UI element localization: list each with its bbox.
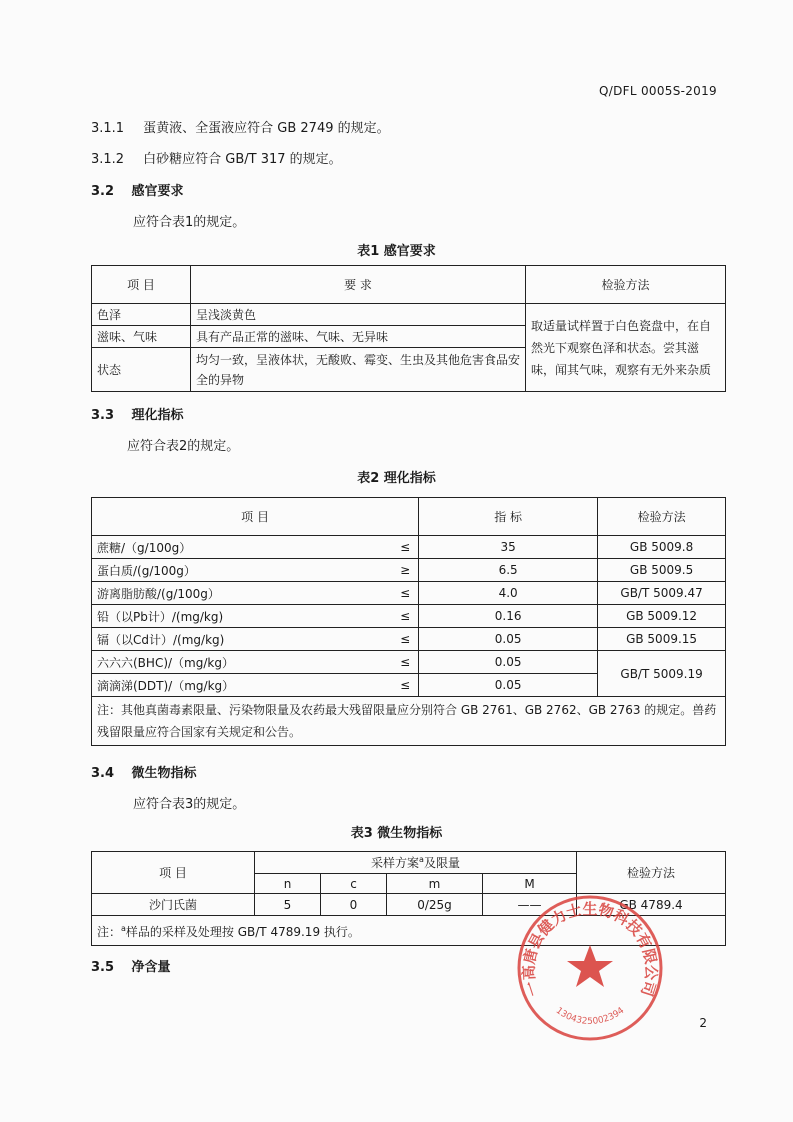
table2-row-method: GB 5009.15 bbox=[598, 628, 726, 651]
table3-row-M: —— bbox=[483, 894, 577, 916]
section-3-2-heading bbox=[91, 180, 184, 199]
table2-row-method: GB 5009.8 bbox=[598, 536, 726, 559]
table2-row-value: 0.05 bbox=[419, 674, 598, 697]
seal-star-icon bbox=[567, 945, 613, 987]
section-number: 3.4 bbox=[91, 766, 115, 781]
section-3-3-body: 应符合表2的规定。 bbox=[127, 439, 240, 454]
table2-row-symbol: ≤ bbox=[381, 628, 419, 651]
physicochemical-table bbox=[91, 497, 726, 746]
table2-row-symbol: ≤ bbox=[381, 605, 419, 628]
section-3-5-heading bbox=[91, 956, 171, 975]
table3-row-n: 5 bbox=[255, 894, 321, 916]
table2-row-method: GB/T 5009.19 bbox=[598, 651, 726, 697]
table2-header-method: 检验方法 bbox=[598, 498, 726, 536]
table2-note: 注：其他真菌毒素限量、污染物限量及农药最大残留限量应分别符合 GB 2761、GB 2762、GB 2763 的规定。兽药残留限量应符合国家有关规定和公告。 bbox=[92, 697, 726, 746]
table1-row-item: 滋味、气味 bbox=[92, 326, 191, 348]
table1-row-requirement: 具有产品正常的滋味、气味、无异味 bbox=[191, 326, 526, 348]
table3-sub-m: m bbox=[387, 874, 483, 894]
table2-header-item: 项 目 bbox=[92, 498, 419, 536]
table2-row-value: 0.05 bbox=[419, 651, 598, 674]
seal-company-name: 一高唐县健力士生物科技有限公司 bbox=[519, 899, 661, 999]
table2-row-method: GB 5009.5 bbox=[598, 559, 726, 582]
clause-number: 3.1.1 bbox=[91, 121, 125, 136]
section-number: 3.2 bbox=[91, 184, 115, 199]
section-title: 理化指标 bbox=[131, 408, 184, 423]
table1-row-requirement: 呈浅淡黄色 bbox=[191, 304, 526, 326]
table2-row-symbol: ≤ bbox=[381, 536, 419, 559]
table3-header-plan bbox=[255, 852, 577, 874]
table2-row-symbol: ≤ bbox=[381, 674, 419, 697]
table3-header-item: 项 目 bbox=[92, 852, 255, 894]
table2-caption: 表2 理化指标 bbox=[357, 471, 436, 486]
table2-row-symbol: ≤ bbox=[381, 582, 419, 605]
page-number: 2 bbox=[699, 1016, 707, 1030]
table2-row-value: 0.05 bbox=[419, 628, 598, 651]
clause-text: 蛋黄液、全蛋液应符合 GB 2749 的规定。 bbox=[143, 121, 390, 136]
table1-row-item: 色泽 bbox=[92, 304, 191, 326]
table3-plan-footnote-mark: a bbox=[419, 855, 424, 864]
table2-header-indicator: 指 标 bbox=[419, 498, 598, 536]
table3-sub-M: M bbox=[483, 874, 577, 894]
table3-row-item: 沙门氏菌 bbox=[92, 894, 255, 916]
table2-row-item: 游离脂肪酸/(g/100g） bbox=[92, 582, 382, 605]
table1-row-requirement: 均匀一致，呈液体状，无酸败、霉变、生虫及其他危害食品安全的异物 bbox=[191, 348, 526, 392]
table1-header-item: 项 目 bbox=[92, 266, 191, 304]
table3-caption: 表3 微生物指标 bbox=[350, 826, 443, 841]
section-title: 微生物指标 bbox=[131, 766, 197, 781]
table2-row-value: 0.16 bbox=[419, 605, 598, 628]
table3-plan-label-tail: 及限量 bbox=[423, 856, 460, 870]
table1-method: 取适量试样置于白色瓷盘中，在自然光下观察色泽和状态。尝其滋味，闻其气味，观察有无外来杂质 bbox=[526, 304, 726, 392]
table1-caption: 表1 感官要求 bbox=[357, 244, 436, 259]
section-3-3-heading bbox=[91, 404, 184, 423]
table3-note-text: 样品的采样及处理按 GB/T 4789.19 执行。 bbox=[125, 925, 360, 939]
table2-row-symbol: ≤ bbox=[381, 651, 419, 674]
table3-row-c: 0 bbox=[321, 894, 387, 916]
clause-3-1-1 bbox=[91, 117, 390, 136]
clause-3-1-2 bbox=[91, 148, 342, 167]
table1-header-requirement: 要 求 bbox=[191, 266, 526, 304]
table2-row-item: 六六六(BHC)/（mg/kg） bbox=[92, 651, 382, 674]
table3-note-footnote-mark: a bbox=[121, 924, 126, 933]
table2-row-value: 35 bbox=[419, 536, 598, 559]
seal-code: 1304325002394 bbox=[553, 1005, 627, 1027]
table3-sub-n: n bbox=[255, 874, 321, 894]
table3-header-method: 检验方法 bbox=[577, 852, 726, 894]
clause-number: 3.1.2 bbox=[91, 152, 125, 167]
table2-row-value: 6.5 bbox=[419, 559, 598, 582]
table2-row-item: 滴滴涕(DDT)/（mg/kg） bbox=[92, 674, 382, 697]
table2-row-item: 铅（以Pb计）/(mg/kg) bbox=[92, 605, 382, 628]
table2-row-symbol: ≥ bbox=[381, 559, 419, 582]
company-seal bbox=[515, 893, 665, 1043]
table3-row-method: GB 4789.4 bbox=[577, 894, 726, 916]
table2-row-method: GB/T 5009.47 bbox=[598, 582, 726, 605]
table3-sub-c: c bbox=[321, 874, 387, 894]
sensory-table bbox=[91, 265, 726, 392]
table1-row-item: 状态 bbox=[92, 348, 191, 392]
section-3-2-body: 应符合表1的规定。 bbox=[133, 215, 246, 230]
table2-row-item: 蛋白质/(g/100g） bbox=[92, 559, 382, 582]
table3-note-prefix: 注： bbox=[97, 925, 122, 939]
table3-plan-label: 采样方案 bbox=[371, 856, 420, 870]
table2-row-item: 镉（以Cd计）/(mg/kg) bbox=[92, 628, 382, 651]
section-title: 感官要求 bbox=[131, 184, 184, 199]
table2-row-method: GB 5009.12 bbox=[598, 605, 726, 628]
table2-row-value: 4.0 bbox=[419, 582, 598, 605]
section-number: 3.5 bbox=[91, 960, 115, 975]
section-3-4-heading bbox=[91, 762, 197, 781]
table2-row-item: 蔗糖/（g/100g） bbox=[92, 536, 382, 559]
table1-header-method: 检验方法 bbox=[526, 266, 726, 304]
clause-text: 白砂糖应符合 GB/T 317 的规定。 bbox=[143, 152, 342, 167]
section-title: 净含量 bbox=[131, 960, 171, 975]
section-3-4-body: 应符合表3的规定。 bbox=[133, 797, 246, 812]
document-id: Q/DFL 0005S-2019 bbox=[599, 84, 717, 98]
table3-row-m: 0/25g bbox=[387, 894, 483, 916]
section-number: 3.3 bbox=[91, 408, 115, 423]
